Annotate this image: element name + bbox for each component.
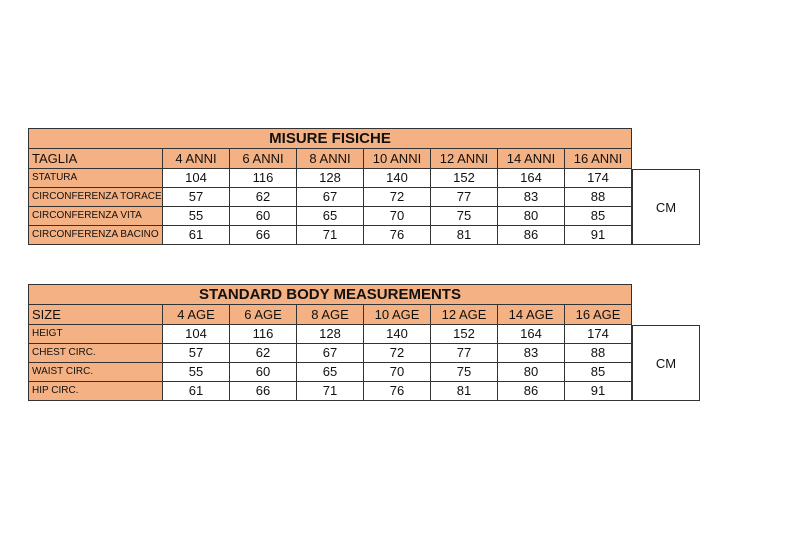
table-cell: 86 <box>497 226 565 245</box>
header-cell: 14 AGE <box>497 305 565 325</box>
table-cell: 174 <box>564 169 632 188</box>
table-row <box>28 382 632 401</box>
header-cell: 14 ANNI <box>497 149 565 169</box>
table-cell: 62 <box>229 188 297 207</box>
header-cell: 10 AGE <box>363 305 431 325</box>
table-cell: 72 <box>363 188 431 207</box>
table-cell: 67 <box>296 188 364 207</box>
table-cell: 83 <box>497 188 565 207</box>
row-label: CIRCONFERENZA VITA <box>28 207 163 226</box>
table-cell: 65 <box>296 363 364 382</box>
table-cell: 116 <box>229 169 297 188</box>
table-cell: 104 <box>162 169 230 188</box>
table-cell: 75 <box>430 207 498 226</box>
table-cell: 57 <box>162 344 230 363</box>
table-cell: 80 <box>497 363 565 382</box>
table-cell: 116 <box>229 325 297 344</box>
header-cell: 16 AGE <box>564 305 632 325</box>
row-label: STATURA <box>28 169 163 188</box>
table-cell: 91 <box>564 382 632 401</box>
header-row <box>28 305 632 325</box>
table-cell: 152 <box>430 169 498 188</box>
header-cell: 12 AGE <box>430 305 498 325</box>
table-cell: 55 <box>162 363 230 382</box>
table-cell: 140 <box>363 325 431 344</box>
table-cell: 65 <box>296 207 364 226</box>
table-cell: 55 <box>162 207 230 226</box>
header-cell: 10 ANNI <box>363 149 431 169</box>
header-cell: 6 AGE <box>229 305 297 325</box>
table-row <box>28 169 632 188</box>
table-cell: 72 <box>363 344 431 363</box>
table-row <box>28 188 632 207</box>
table-cell: 80 <box>497 207 565 226</box>
table-row <box>28 226 632 245</box>
table-row <box>28 344 632 363</box>
row-label: CIRCONFERENZA BACINO <box>28 226 163 245</box>
table-cell: 57 <box>162 188 230 207</box>
table-row <box>28 363 632 382</box>
table-cell: 91 <box>564 226 632 245</box>
header-row <box>28 149 632 169</box>
table-cell: 71 <box>296 382 364 401</box>
table-title: MISURE FISICHE <box>28 128 632 149</box>
table-cell: 81 <box>430 382 498 401</box>
table-cell: 61 <box>162 382 230 401</box>
header-cell: 4 ANNI <box>162 149 230 169</box>
table-cell: 85 <box>564 363 632 382</box>
table-cell: 66 <box>229 382 297 401</box>
table-row <box>28 325 632 344</box>
table-cell: 88 <box>564 344 632 363</box>
table-cell: 77 <box>430 344 498 363</box>
header-cell: TAGLIA <box>28 149 163 169</box>
table-cell: 164 <box>497 169 565 188</box>
table-cell: 152 <box>430 325 498 344</box>
row-label: HIP CIRC. <box>28 382 163 401</box>
table-cell: 71 <box>296 226 364 245</box>
table-body <box>28 325 632 401</box>
row-label: CIRCONFERENZA TORACE <box>28 188 163 207</box>
table-body <box>28 169 632 245</box>
table-cell: 60 <box>229 207 297 226</box>
table-cell: 76 <box>363 226 431 245</box>
header-cell: 6 ANNI <box>229 149 297 169</box>
table-cell: 70 <box>363 207 431 226</box>
table-title: STANDARD BODY MEASUREMENTS <box>28 284 632 305</box>
table-cell: 88 <box>564 188 632 207</box>
header-cell: 4 AGE <box>162 305 230 325</box>
row-label: HEIGT <box>28 325 163 344</box>
table-cell: 77 <box>430 188 498 207</box>
table-cell: 60 <box>229 363 297 382</box>
table-cell: 70 <box>363 363 431 382</box>
row-label: WAIST CIRC. <box>28 363 163 382</box>
table-cell: 104 <box>162 325 230 344</box>
header-cell: 16 ANNI <box>564 149 632 169</box>
table-cell: 85 <box>564 207 632 226</box>
header-cell: 8 ANNI <box>296 149 364 169</box>
table-cell: 86 <box>497 382 565 401</box>
table-cell: 174 <box>564 325 632 344</box>
table-cell: 66 <box>229 226 297 245</box>
table-cell: 62 <box>229 344 297 363</box>
unit-label: CM <box>632 169 700 245</box>
table-cell: 67 <box>296 344 364 363</box>
table-cell: 61 <box>162 226 230 245</box>
header-cell: SIZE <box>28 305 163 325</box>
header-cell: 8 AGE <box>296 305 364 325</box>
header-cell: 12 ANNI <box>430 149 498 169</box>
table-cell: 140 <box>363 169 431 188</box>
table-cell: 128 <box>296 169 364 188</box>
table-cell: 75 <box>430 363 498 382</box>
table-cell: 81 <box>430 226 498 245</box>
row-label: CHEST CIRC. <box>28 344 163 363</box>
table-cell: 128 <box>296 325 364 344</box>
table-cell: 83 <box>497 344 565 363</box>
table-cell: 164 <box>497 325 565 344</box>
table-row <box>28 207 632 226</box>
table-cell: 76 <box>363 382 431 401</box>
unit-label: CM <box>632 325 700 401</box>
